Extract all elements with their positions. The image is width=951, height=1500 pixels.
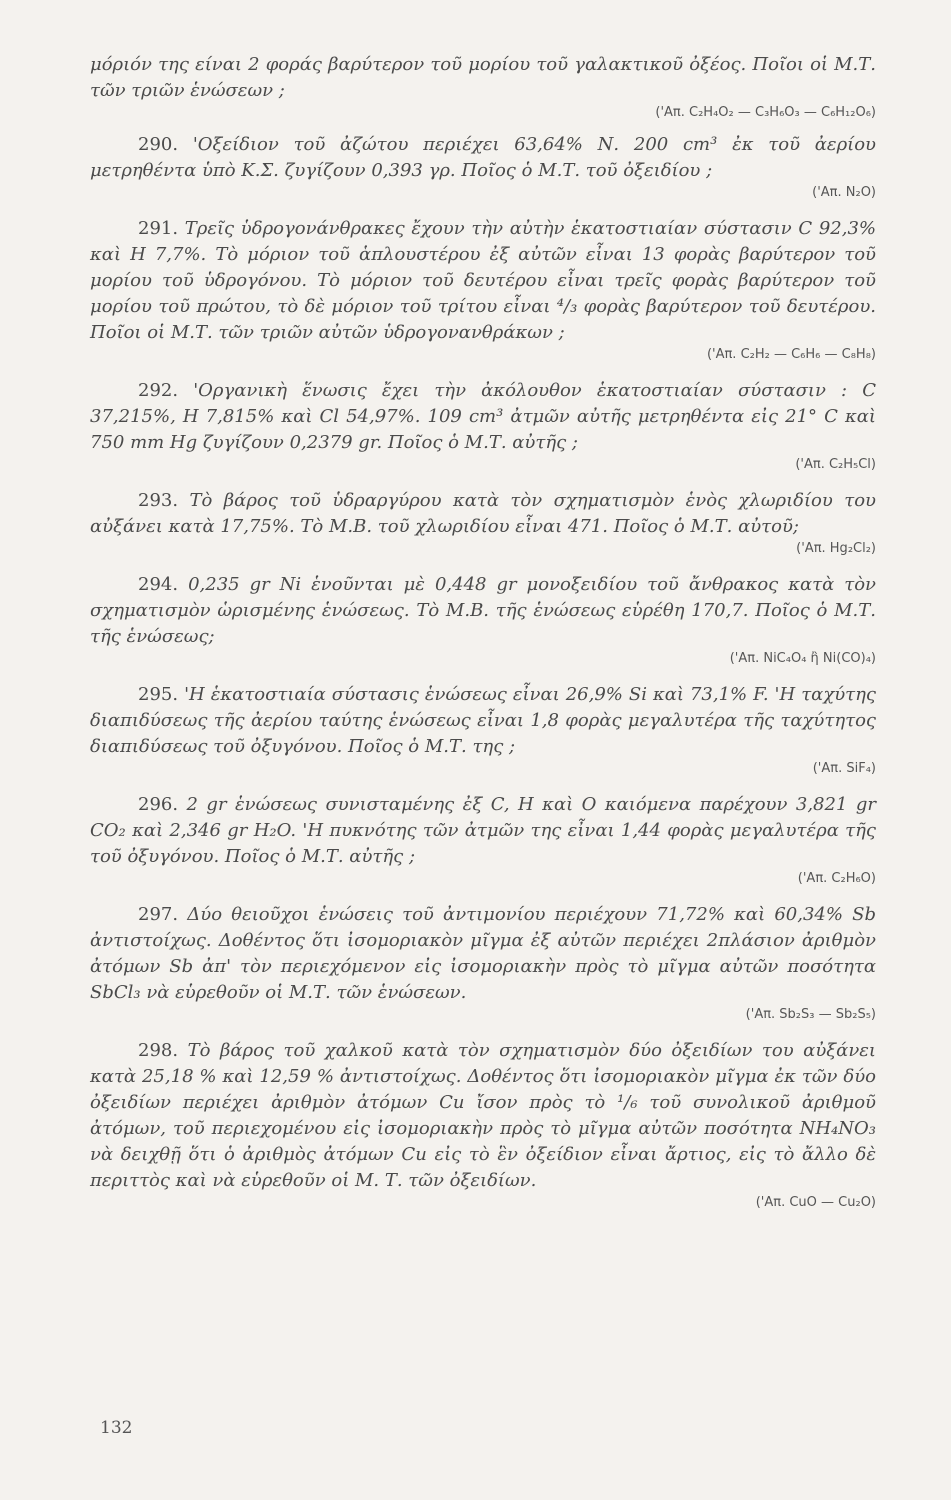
problem-text: Δύο θειοῦχοι ἑνώσεις τοῦ ἀντιμονίου περιέχουν 71,72% καὶ 60,34% Sb ἀντιστοίχως. Δοθέντος ὅτι ἰσομοριακὸν μῖγμα ἐξ αὐτῶν περιέχει 2πλάσιον ἀριθμὸν ἀτόμων Sb ἀπ' τὸν περιεχόμενον εἰς ἰσομοριακὴν πρὸς τὸ μῖγμα αὐτῶν ποσότητα SbCl₃ νὰ εὑρεθοῦν οἱ Μ.Τ. τῶν ἑνώσεων. [90,904,876,1003]
problem-number: 294. [138,574,179,595]
problem-text: Τὸ βάρος τοῦ ὑδραργύρου κατὰ τὸν σχηματισμὸν ἑνὸς χλωριδίου του αὐξάνει κατὰ 17,75%. Τὸ Μ.Β. τοῦ χλωριδίου εἶναι 471. Ποῖος ὁ Μ.Τ. αὐτοῦ; [90,490,876,537]
problem-number: 297. [138,904,179,925]
problem-297 [90,902,876,1024]
lead-paragraph [90,52,876,122]
problem-text: 2 gr ἑνώσεως συνισταμένης ἐξ C, H καὶ O καιόμενα παρέχουν 3,821 gr CO₂ καὶ 2,346 gr H₂O. 'Η πυκνότης τῶν ἀτμῶν της εἶναι 1,44 φορὰς μεγαλυτέρα τῆς τοῦ ὀξυγόνου. Ποῖος ὁ Μ.Τ. αὐτῆς ; [90,794,876,867]
problem-answer: ('Απ. C₂H₅Cl) [795,457,876,472]
problem-text: 'Η ἑκατοστιαία σύστασις ἑνώσεως εἶναι 26,9% Si καὶ 73,1% F. 'Η ταχύτης διαπιδύσεως τῆς ἀερίου ταύτης ἑνώσεως εἶναι 1,8 φορὰς μεγαλυτέρα τῆς ταχύτητος διαπιδύσεως τοῦ ὀξυγόνου. Ποῖος ὁ Μ.Τ. της ; [90,684,876,757]
problem-answer: ('Απ. CuO — Cu₂O) [755,1195,876,1210]
problem-296 [90,792,876,888]
problem-answer: ('Απ. C₂H₂ — C₆H₆ — C₈H₈) [706,347,876,362]
problem-292 [90,378,876,474]
problem-answer: ('Απ. Hg₂Cl₂) [796,541,876,556]
problem-number: 295. [138,684,179,705]
problem-290 [90,132,876,202]
problem-295 [90,682,876,778]
problem-number: 292. [138,380,179,401]
problem-number: 296. [138,794,179,815]
problem-294 [90,572,876,668]
problem-number: 290. [138,134,179,155]
problem-text: 0,235 gr Ni ἑνοῦνται μὲ 0,448 gr μονοξειδίου τοῦ ἄνθρακος κατὰ τὸν σχηματισμὸν ὡρισμένης ἑνώσεως. Τὸ Μ.Β. τῆς ἑνώσεως εὑρέθη 170,7. Ποῖος ὁ Μ.Τ. τῆς ἑνώσεως; [90,574,876,647]
lead-text: μόριόν της είναι 2 φοράς βαρύτερον τοῦ μορίου τοῦ γαλακτικοῦ ὀξέος. Ποῖοι οἱ Μ.Τ. τῶν τριῶν ἑνώσεων ; [90,54,876,101]
page-body [90,52,876,1226]
problem-answer: ('Απ. Sb₂S₃ — Sb₂S₅) [745,1007,876,1022]
problem-answer: ('Απ. C₂H₆O) [797,871,876,886]
problem-text: Τρεῖς ὑδρογονάνθρακες ἔχουν τὴν αὐτὴν ἑκατοστιαίαν σύστασιν C 92,3% καὶ Η 7,7%. Τὸ μόριον τοῦ ἁπλουστέρου ἐξ αὐτῶν εἶναι 13 φορὰς βαρύτερον τοῦ μορίου τοῦ ὑδρογόνου. Τὸ μόριον τοῦ δευτέρου εἶναι τρεῖς φορὰς βαρύτερον τοῦ μορίου τοῦ πρώτου, τὸ δὲ μόριον τοῦ τρίτου εἶναι ⁴/₃ φορὰς βαρύτερον τοῦ δευτέρου. Ποῖοι οἱ Μ.Τ. τῶν τριῶν αὐτῶν ὑδρογονανθράκων ; [90,218,876,343]
problem-answer: ('Απ. SiF₄) [812,761,876,776]
problem-293 [90,488,876,558]
problem-answer: ('Απ. NiC₄O₄ ἢ Ni(CO)₄) [729,651,876,666]
problem-answer: ('Απ. N₂O) [812,185,876,200]
lead-answer: ('Απ. C₂H₄O₂ — C₃H₆O₃ — C₆H₁₂O₆) [655,105,876,120]
problem-291 [90,216,876,364]
problem-text: 'Οργανικὴ ἕνωσις ἔχει τὴν ἀκόλουθον ἑκατοστιαίαν σύστασιν : C 37,215%, Η 7,815% καὶ Cl 54,97%. 109 cm³ ἀτμῶν αὐτῆς μετρηθέντα εἰς 21° C καὶ 750 mm Hg ζυγίζουν 0,2379 gr. Ποῖος ὁ Μ.Τ. αὐτῆς ; [90,380,876,453]
problem-text: Τὸ βάρος τοῦ χαλκοῦ κατὰ τὸν σχηματισμὸν δύο ὀξειδίων του αὐξάνει κατὰ 25,18 % καὶ 12,59 % ἀντιστοίχως. Δοθέντος ὅτι ἰσομοριακὸν μῖγμα ἐκ τῶν δύο ὀξειδίων περιέχει ἀριθμὸν ἀτόμων Cu ἴσον πρὸς τὸ ¹/₆ τοῦ συνολικοῦ ἀριθμοῦ ἀτόμων, τοῦ περιεχομένου εἰς ἰσομοριακὴν πρὸς τὸ μῖγμα αὐτῶν ποσότητα NH₄NO₃ νὰ δειχθῇ ὅτι ὁ ἀριθμὸς ἀτόμων Cu εἰς τὸ ἓν ὀξείδιον εἶναι ἄρτιος, εἰς τὸ ἄλλο δὲ περιττὸς καὶ νὰ εὑρεθοῦν οἱ Μ. Τ. τῶν ὀξειδίων. [90,1040,876,1191]
problem-text: 'Οξείδιον τοῦ ἀζώτου περιέχει 63,64% Ν. 200 cm³ ἐκ τοῦ ἀερίου μετρηθέντα ὑπὸ Κ.Σ. ζυγίζουν 0,393 γρ. Ποῖος ὁ Μ.Τ. τοῦ ὀξειδίου ; [90,134,876,181]
problem-number: 298. [138,1040,179,1061]
problem-298 [90,1038,876,1212]
problem-number: 293. [138,490,179,511]
problem-number: 291. [138,218,179,239]
page-number: 132 [100,1418,133,1438]
